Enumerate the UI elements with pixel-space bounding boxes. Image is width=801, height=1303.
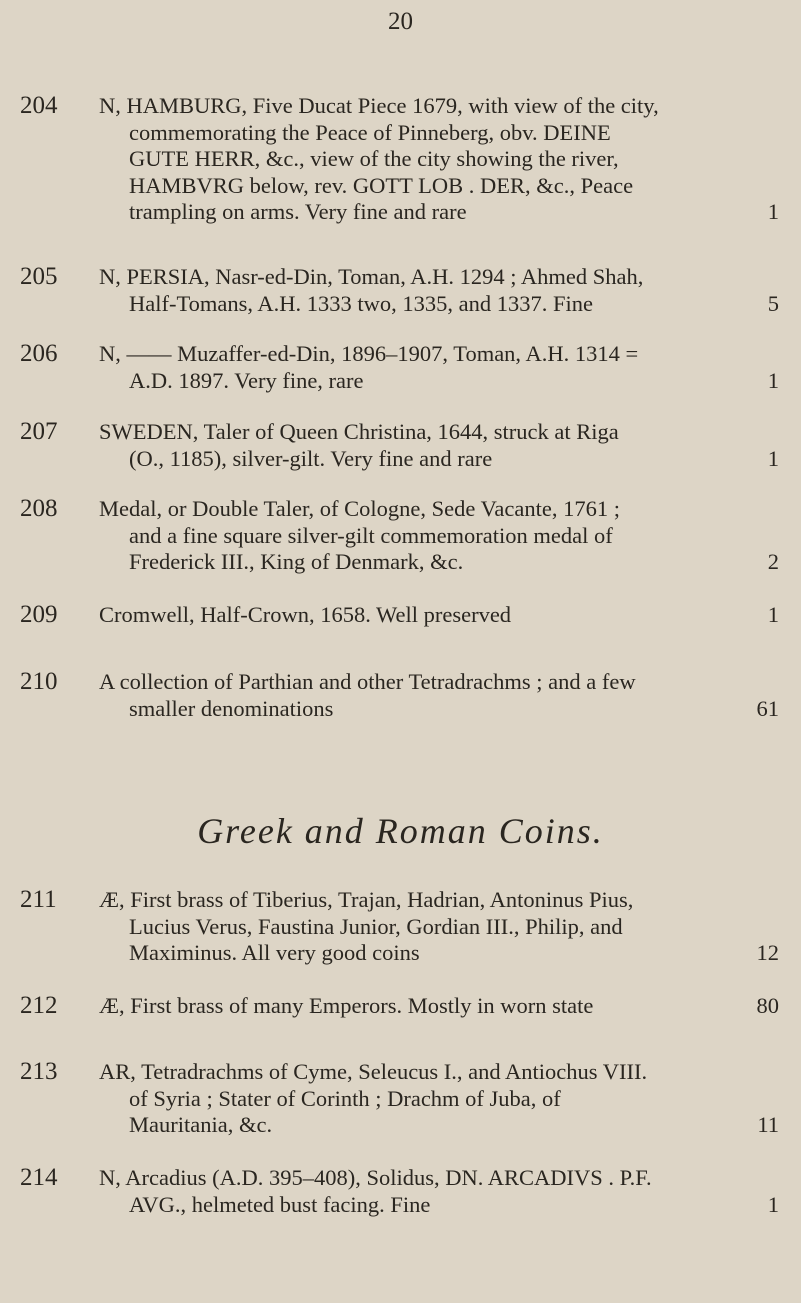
lot-line: Medal, or Double Taler, of Cologne, Sede Vacante, 1761 ; <box>99 496 620 521</box>
lot-number: 213 <box>20 1058 58 1085</box>
lot-description <box>99 264 779 317</box>
lot-line: Maximinus. All very good coins <box>129 940 420 965</box>
lot-line: A collection of Parthian and other Tetradrachms ; and a few <box>99 669 636 694</box>
lot-description <box>99 669 779 722</box>
lot-line: Mauritania, &c. <box>129 1112 273 1137</box>
lot-line: Frederick III., King of Denmark, &c. <box>129 549 464 574</box>
lot-quantity: 1 <box>767 1191 779 1217</box>
lot-description <box>99 1059 779 1139</box>
lot-line: GUTE HERR, &c., view of the city showing the river, <box>129 146 619 171</box>
lot-line: N, PERSIA, Nasr-ed-Din, Toman, A.H. 1294 ; Ahmed Shah, <box>99 264 644 289</box>
lot-line: smaller denominations <box>129 695 334 721</box>
lot-number: 209 <box>20 601 58 628</box>
lot-line: AR, Tetradrachms of Cyme, Seleucus I., and Antiochus VIII. <box>99 1059 648 1084</box>
lot-quantity: 5 <box>767 290 779 316</box>
lot-description <box>99 341 779 394</box>
lot-description <box>99 993 779 1020</box>
lot-quantity: 12 <box>756 940 779 965</box>
lot-quantity: 1 <box>767 602 779 627</box>
lot-line: SWEDEN, Taler of Queen Christina, 1644, struck at Riga <box>99 419 619 444</box>
lot-number: 210 <box>20 668 58 695</box>
lot-line: AVG., helmeted bust facing. Fine <box>129 1191 431 1217</box>
lot-quantity: 2 <box>767 549 779 574</box>
lot-description <box>99 887 779 967</box>
lot-line: of Syria ; Stater of Corinth ; Drachm of Juba, of <box>129 1085 561 1111</box>
lot-number: 207 <box>20 418 58 445</box>
lot-description <box>99 1165 779 1218</box>
lot-line: Lucius Verus, Faustina Junior, Gordian III., Philip, and <box>129 913 623 939</box>
lot-line: Æ, First brass of Tiberius, Trajan, Hadrian, Antoninus Pius, <box>99 887 634 912</box>
lot-quantity: 80 <box>756 993 779 1018</box>
lot-quantity: 61 <box>756 695 779 721</box>
lot-line: Half-Tomans, A.H. 1333 two, 1335, and 1337. Fine <box>129 290 594 316</box>
lot-description <box>99 93 779 226</box>
lot-line: Cromwell, Half-Crown, 1658. Well preserved <box>99 602 512 627</box>
lot-line: Æ, First brass of many Emperors. Mostly in worn state <box>99 993 594 1018</box>
lot-line: commemorating the Peace of Pinneberg, obv. DEINE <box>129 119 611 145</box>
lot-quantity: 1 <box>767 445 779 471</box>
lot-number: 208 <box>20 495 58 522</box>
lot-quantity: 1 <box>767 367 779 393</box>
lot-description <box>99 419 779 472</box>
lot-line: and a fine square silver-gilt commemoration medal of <box>129 522 613 548</box>
lot-number: 211 <box>20 886 57 913</box>
lot-line: A.D. 1897. Very fine, rare <box>129 367 364 393</box>
lot-quantity: 1 <box>767 199 779 224</box>
lot-number: 212 <box>20 992 58 1019</box>
lot-description <box>99 496 779 576</box>
lot-quantity: 11 <box>757 1112 779 1137</box>
page-number: 20 <box>388 8 413 35</box>
lot-line: N, HAMBURG, Five Ducat Piece 1679, with view of the city, <box>99 93 659 118</box>
lot-description <box>99 602 779 629</box>
lot-number: 214 <box>20 1164 58 1191</box>
lot-number: 204 <box>20 92 58 119</box>
section-heading: Greek and Roman Coins. <box>197 811 604 851</box>
lot-line: N, Arcadius (A.D. 395–408), Solidus, DN. ARCADIVS . P.F. <box>99 1165 652 1190</box>
lot-line: trampling on arms. Very fine and rare <box>129 199 467 224</box>
lot-line: N, —— Muzaffer-ed-Din, 1896–1907, Toman, A.H. 1314 = <box>99 341 639 366</box>
lot-number: 205 <box>20 263 58 290</box>
lot-line: HAMBVRG below, rev. GOTT LOB . DER, &c., Peace <box>129 172 634 198</box>
lot-number: 206 <box>20 340 58 367</box>
lot-line: (O., 1185), silver-gilt. Very fine and rare <box>129 445 493 471</box>
